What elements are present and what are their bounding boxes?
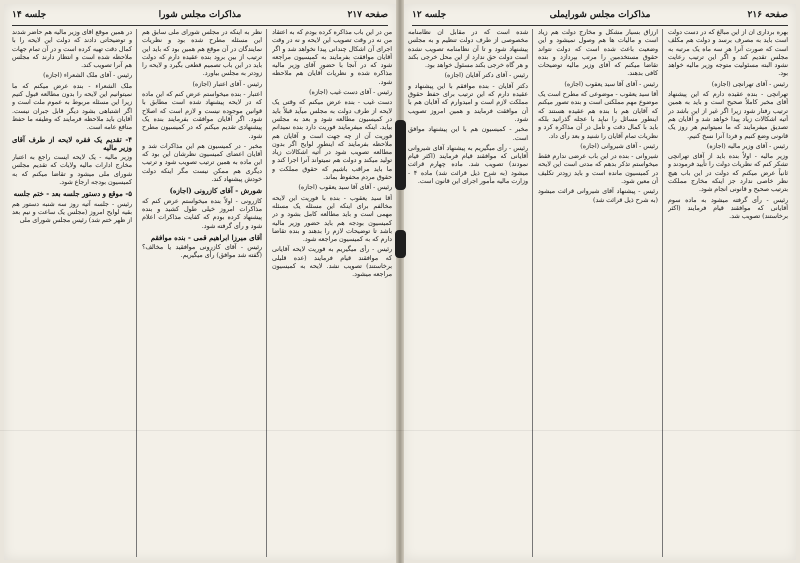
text-column (142, 29, 262, 557)
paragraph: رئیس - رأی میگیریم به پیشنهاد آقای شیروانی آقایانی که موافقند قیام فرمایند (اکثر قیام نمودند) تصویب شد. ماده چهارم قرائت میشود (به شرح ذیل قرائت شد) ماده ۴ - وزارت مالیه مأمور اجرای این قانون است. (408, 144, 528, 186)
paragraph: بهره برداری آن از این مبالغ که در دست دولت است باید به مصرف برسد و دولت هم مکلف است که صورت آنرا هر سه ماه یک مرتبه به مجلس تقدیم کند و اگر این ترتیب رعایت نشود البته مسئولیت متوجه وزیر مالیه خواهد بود. (668, 29, 788, 78)
paragraph: شده است که در مقابل آن نظامنامه مخصوصی از طرف دولت تنظیم و به مجلس پیشنهاد شود و تا آن نظامنامه تصویب نشده است دولت حق ندارد از این محل خرجی بکند و هر گاه خرجی بکند مسئول خواهد بود. (408, 29, 528, 70)
paragraph: در همین موقع آقای وزیر مالیه هم حاضر شدند و توضیحاتی دادند که دولت این لایحه را با کمال دقت تهیه کرده است و در آن تمام جهات ملاحظه شده است و انتظار دارند که مجلس هم آنرا تصویب کند. (12, 29, 132, 70)
paragraph: رئیس - آقای کازرونی موافقید یا مخالف؟ (گفته شد موافق) رأی میگیریم. (142, 244, 262, 260)
left-page (4, 4, 396, 560)
section-heading: ۵- موقع و دستور جلسه بعد - ختم جلسه (13, 189, 132, 199)
text-column (668, 29, 788, 557)
text-column (408, 29, 528, 557)
paragraph: رئیس - آقای وزیر مالیه (اجازه) (706, 142, 788, 150)
section-heading: آقای میرزا ابراهیم قمی - بنده موافقم (150, 232, 262, 242)
right-page-number: صفحه ۲۱۶ (747, 10, 788, 20)
column-divider (662, 29, 663, 557)
paragraph: رئیس - آقای ملک الشعراء (اجازه) (43, 72, 132, 80)
column-divider (136, 29, 137, 557)
paragraph: رئیس - رأی گرفته میشود به ماده سوم آقایانی که موافقند قیام فرمایند (اکثر برخاستند) تصویب شد. (668, 196, 788, 221)
paragraph: تهرانچی - بنده عقیده دارم که این پیشنهاد آقای مخبر کاملاً صحیح است و باید به همین ترتیب رفتار شود زیرا اگر غیر از این باشد در آتیه اشکالات زیاد پیدا خواهد شد و آقایان هم تصدیق میفرمایند که ما نمیتوانیم هر روز یک قانونی وضع کنیم و فردا آنرا نسخ کنیم. (668, 91, 788, 140)
section-heading: ۴- تقدیم یک فقره لایحه از طرف آقای وزیر مالیه (12, 134, 132, 152)
paragraph: رئیس - جلسه آتیه روز سه شنبه دستور هم بقیه لوایح امروز (مجلس یک ساعت و نیم بعد از ظهر ختم شد) رئیس مجلس شورای ملی (12, 200, 132, 225)
column-divider (266, 29, 267, 557)
left-session-label: جلسه ۱۴ (12, 10, 47, 20)
paragraph: رئیس - آقای شیروانی (اجازه) (580, 142, 658, 150)
paragraph: وزیر مالیه - اولاً بنده باید از آقای تهرانچی تشکر کنم که نظریات دولت را تأیید فرمودند و ثانیاً عرض میکنم که دولت در این باب هیچ نظر خاصی ندارد جز اینکه مخارج مملکت بترتیب صحیح و قانونی انجام شود. (668, 153, 788, 194)
paragraph: رئیس - آقای اعتبار (اجازه) (192, 80, 262, 88)
paper-tear-mark (395, 120, 406, 190)
paragraph: اعتبار - بنده میخواستم عرض کنم که این ماده که در لایحه پیشنهاد شده است مطابق با قوانین موجوده نیست و لازم است که اصلاح شود. اگر آقایان موافقت بفرمایند بنده یک پیشنهادی تقدیم میکنم که در کمیسیون مطرح شود. (142, 91, 262, 140)
text-column (12, 29, 132, 557)
paper-fold-line (0, 430, 800, 431)
section-heading: شورش - آقای کازرونی (اجازه) (169, 186, 262, 196)
header-rule (412, 25, 788, 26)
right-session-label: جلسه ۱۲ (412, 10, 447, 20)
paragraph: رئیس - آقای دست غیب (اجازه) (309, 89, 392, 97)
page-gutter (396, 0, 404, 563)
left-page-number: صفحه ۲۱۷ (347, 10, 388, 20)
header-rule (12, 25, 388, 26)
paragraph: من در این باب مذاکره کرده بودم که به اعتقاد من نه در وقت تصویب این لایحه و نه در وقت اجرای آن اشکال چندانی پیدا نخواهد شد و اگر آقایان موافقت بفرمایند به کمیسیون مراجعه شود که در آنجا با حضور آقای وزیر مالیه مذاکره شده و نظریات آقایان هم ملاحظه شود. (272, 29, 392, 86)
paragraph: شیروانی - بنده در این باب عرضی ندارم فقط میخواستم تذکر بدهم که مدتی است این لایحه در کمیسیون مانده است و باید زودتر تکلیف آن معین شود. (538, 153, 658, 186)
paragraph: رئیس - آقای آقا سید یعقوب (اجازه) (298, 184, 392, 192)
paragraph: رئیس - رأی میگیریم به فوریت لایحه آقایانی که موافقند قیام فرمایند (عده قلیلی برخاستند) تصویب نشد. لایحه به کمیسیون مراجعه میشود. (272, 246, 392, 279)
paragraph: مخبر - در کمیسیون هم این مذاکرات شد و آقایان اعضای کمیسیون نظرشان این بود که این ماده به همین ترتیب تصویب شود و ترتیب دیگری هم ممکن نیست مگر اینکه دولت خودش پیشنهاد کند. (142, 142, 262, 184)
paper-tear-mark (395, 230, 406, 258)
paragraph: رئیس - آقای تهرانچی (اجازه) (711, 80, 788, 88)
text-column (272, 29, 392, 557)
left-running-title: مذاکرات مجلس شورا (158, 10, 242, 20)
paragraph: دست غیب - بنده عرض میکنم که وقتی یک لایحه از طرف دولت به مجلس میآید قبلاً باید در کمیسیون مطالعه شود و بعد به مجلس بیاید. اینکه میفرمایند فوریت دارد بنده نمیدانم فوریت آن از چه جهت است و آقایان هم ملاحظه بفرمایند که اینطور لوایح اگر بدون مطالعه تصویب شود در آتیه اشکالات زیاد تولید میکند و دولت هم نمیتواند آنرا اجرا کند و ما باید مراقب باشیم که حقوق مملکت و حقوق مردم محفوظ بماند. (272, 99, 392, 182)
right-running-title: مذاکرات مجلس شورایملی (549, 10, 651, 20)
paragraph: مخبر - کمیسیون هم با این پیشنهاد موافق است. (408, 126, 528, 142)
paragraph: رئیس - آقای دکتر آقایان (اجازه) (444, 72, 528, 80)
column-divider (532, 29, 533, 557)
paragraph: دکتر آقایان - بنده موافقم با این پیشنهاد و عقیده دارم که این ترتیب برای حفظ حقوق مملکت لازم است و امیدوارم که آقایان هم با آن موافقت فرمایند و همین امروز تصویب شود. (408, 82, 528, 123)
paragraph: آقا سید یعقوب - بنده با فوریت این لایحه مخالفم برای اینکه این مسئله یک مسئله مهمی است و باید مطالعه کامل بشود و در کمیسیون بودجه هم باید حضور وزیر مالیه باشد تا توضیحات لازم را بدهند و بنده تقاضا دارم که به کمیسیون مراجعه شود. (272, 194, 392, 244)
paragraph: آقا سید یعقوب - موضوعی که مطرح است یک موضوع مهم مملکتی است و بنده تصور میکنم که آقایان هم با بنده هم عقیده هستند که اینطور مسائل را نباید با عجله گذرانید بلکه باید با کمال دقت و تأمل در آن مذاکره کرد و نظریات تمام آقایان را شنید و بعد رأی داد. (538, 91, 658, 140)
paragraph: ملک الشعراء - بنده عرض میکنم که ما نمیتوانیم این لایحه را بدون مطالعه قبول کنیم زیرا این مسئله مربوط به عموم ملت است و اگر اشتباهی بشود دیگر قابل جبران نیست. آقایان باید ملاحظه فرمایند که وظیفه ما حفظ منافع عامه است. (12, 82, 132, 132)
paragraph: رئیس - پیشنهاد آقای شیروانی قرائت میشود (به شرح ذیل قرائت شد) (538, 188, 658, 204)
paragraph: کازرونی - اولاً بنده میخواستم عرض کنم که مذاکرات امروز خیلی طول کشید و بنده پیشنهاد کرده بودم که کفایت مذاکرات اعلام شود و رأی گرفته شود. (142, 197, 262, 230)
right-page (404, 4, 796, 560)
paragraph: وزیر مالیه - یک لایحه ایست راجع به اعتبار مخارج ادارات مالیه ولایات که تقدیم مجلس شورای ملی میشود و تقاضا میکنم که به کمیسیون بودجه ارجاع شود. (12, 154, 132, 187)
left-page-header (12, 10, 388, 24)
right-page-header (412, 10, 788, 24)
paragraph: رئیس - آقای آقا سید یعقوب (اجازه) (564, 80, 658, 88)
text-column (538, 29, 658, 557)
paragraph: ارزاق بسیار مشکل و مخارج دولت هم زیاد است و مالیات ها هم وصول نمیشود و این وضعیت باعث شده است که دولت نتواند حقوق مستخدمین را مرتب بپردازد و بنده تقاضا میکنم که آقای وزیر مالیه توضیحات کافی بدهند. (538, 29, 658, 78)
paragraph: نظر به اینکه در مجلس شورای ملی سابق هم این مسئله مطرح شده بود و نظریات نمایندگان در آن موقع هم همین بود که باید این ترتیب از بین برود بنده عقیده دارم که دولت باید در این باب تصمیم قطعی بگیرد و لایحه را زودتر به مجلس بیاورد. (142, 29, 262, 78)
